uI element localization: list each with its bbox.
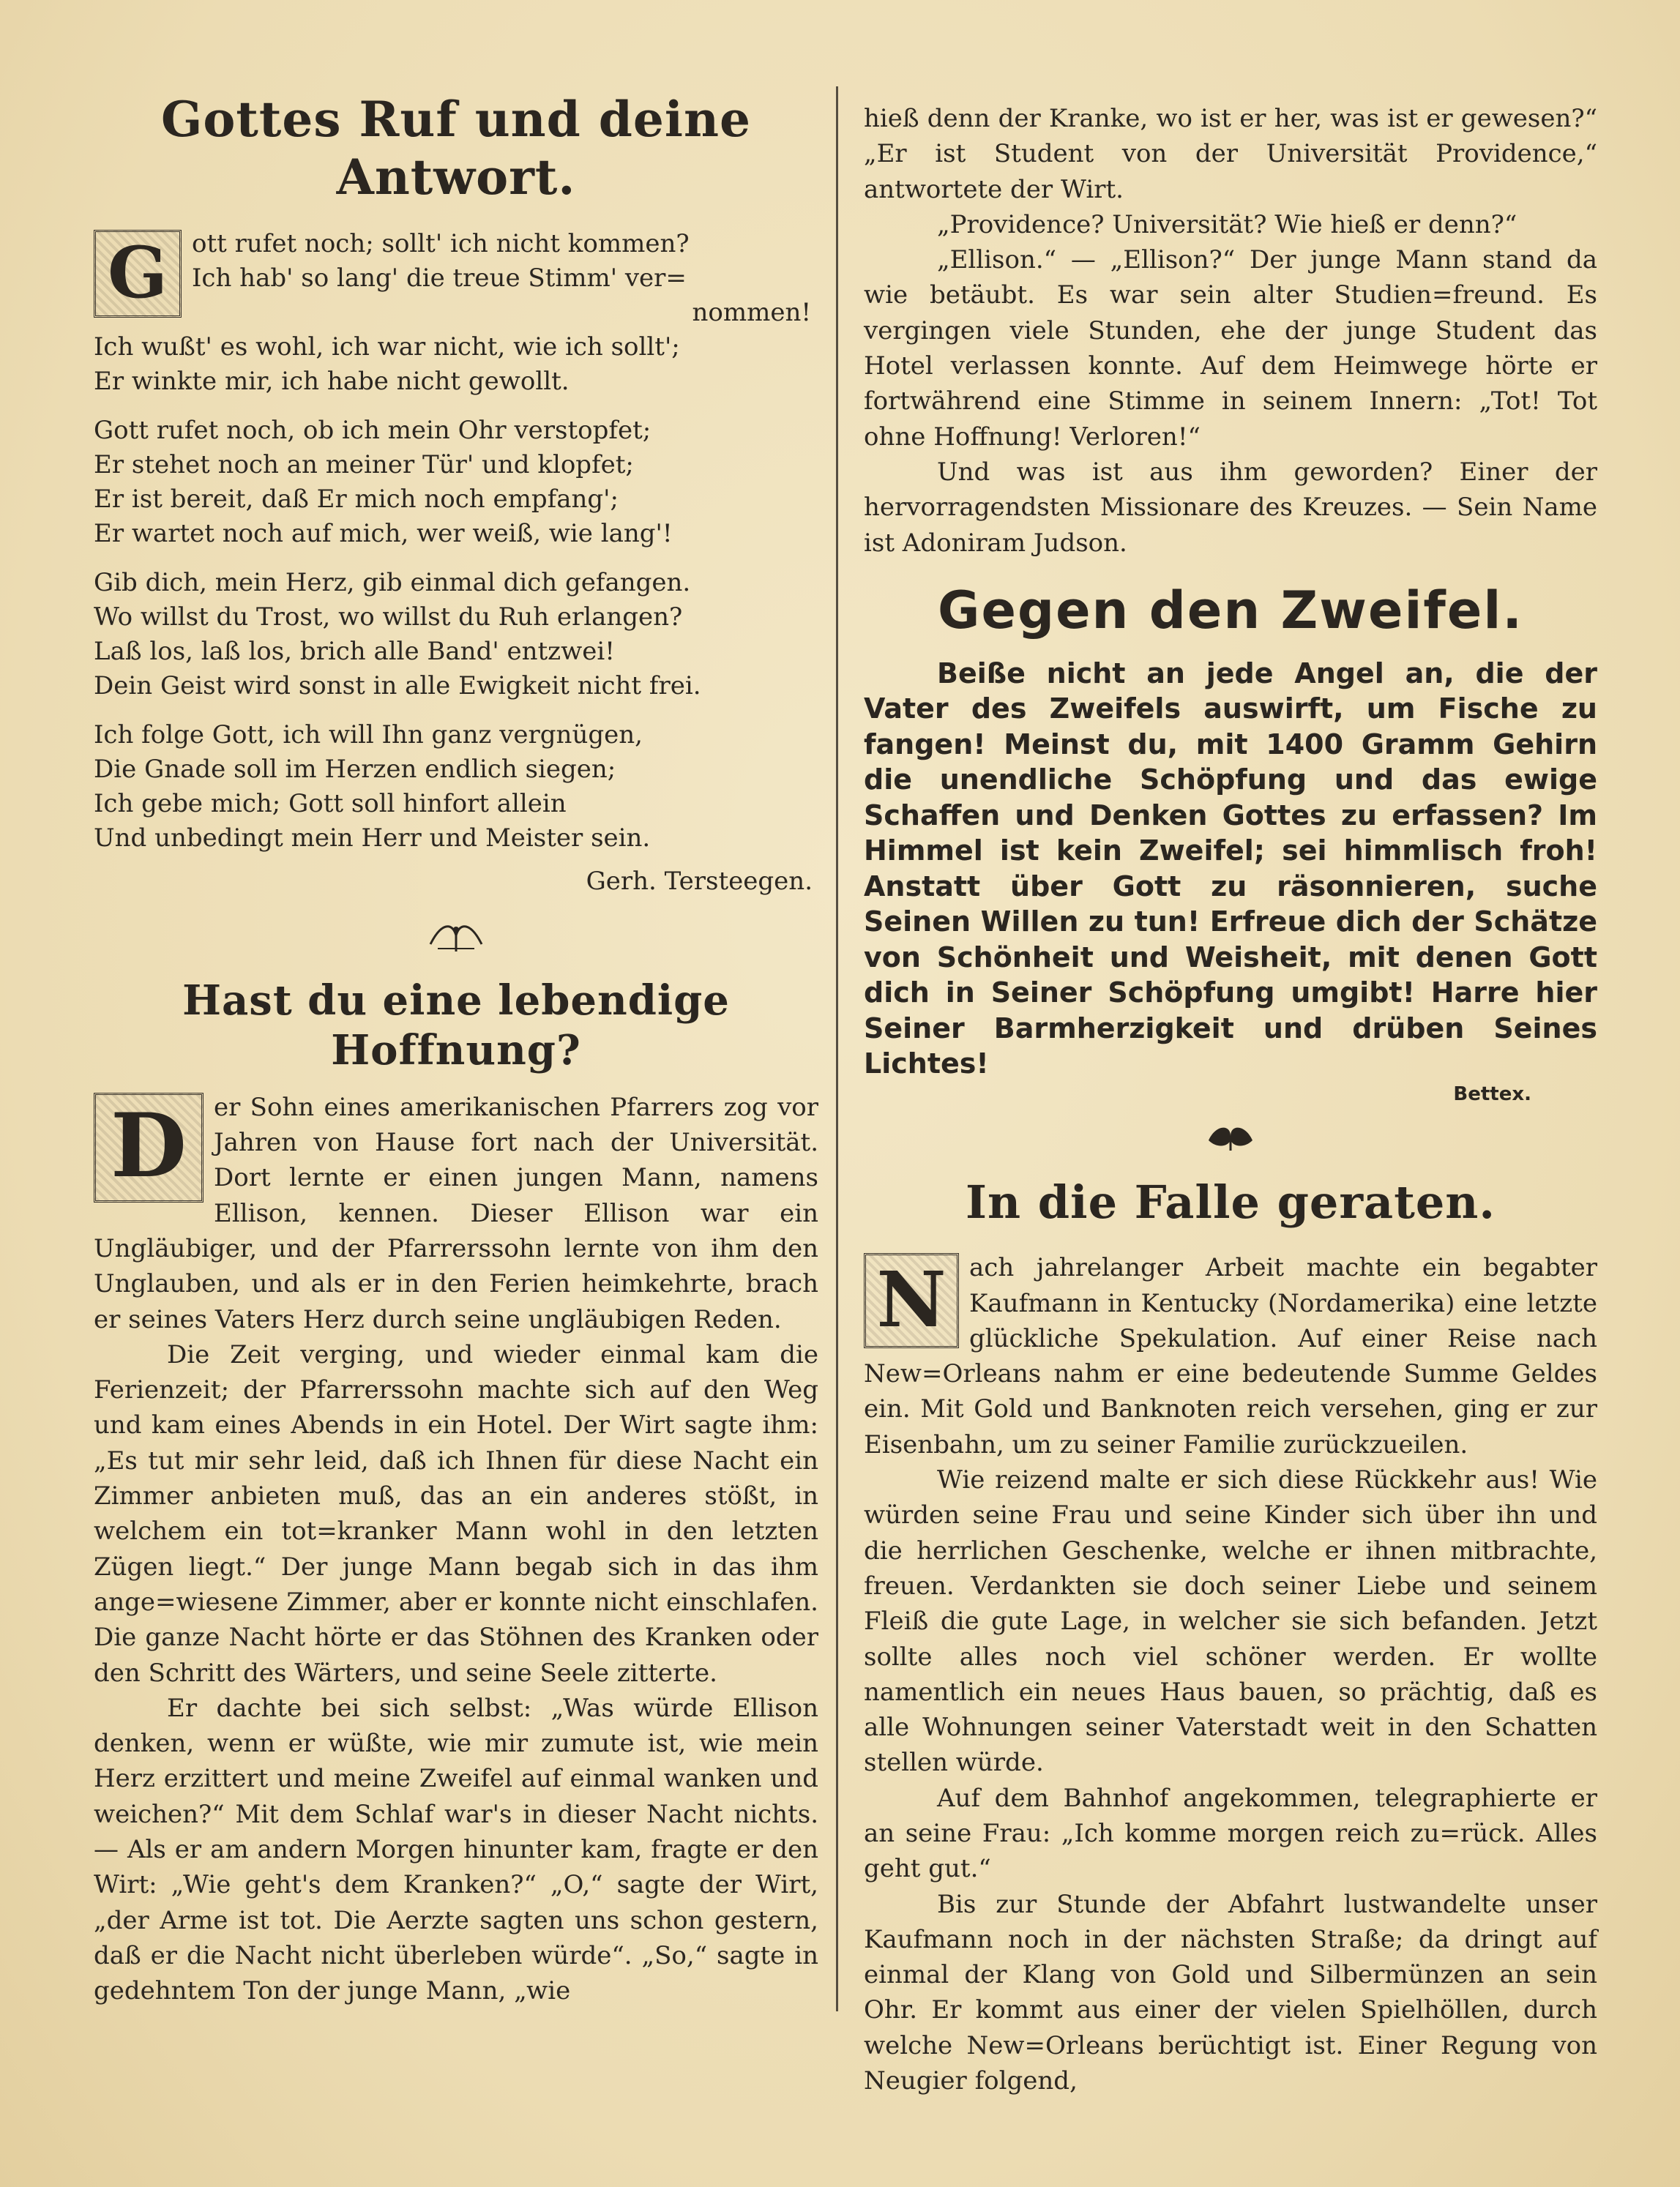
right-column <box>864 101 1597 2098</box>
poem-line: ott rufet noch; sollt' ich nicht kommen? <box>192 229 690 259</box>
trap-title: In die Falle geraten. <box>966 1175 1496 1229</box>
poem-title: Gottes Ruf und deine Antwort. <box>161 91 751 206</box>
poem-line: Er winkte mir, ich habe nicht gewollt. <box>94 367 570 397</box>
flourish-ornament-icon <box>94 915 818 963</box>
poem <box>94 227 818 899</box>
paragraph: Die Zeit verging, und wieder einmal kam die Ferienzeit; der Pfarrerssohn machte sich auf den Weg und kam eines Abends in ein Hotel. Der Wirt sagte ihm: „Es tut mir sehr leid, daß ich Ihnen für diese Nacht ein Zimmer anbieten muß, das an ein anderes stößt, in welchem ein tot=kranker Mann wohl in den letzten Zügen liegt.“ Der junge Mann begab sich in das ihm ange=wiesene Zimmer, aber er konnte nicht einschlafen. Die ganze Nacht hörte er das Stöhnen des Kranken oder den Schritt des Wärters, und seine Seele zitterte. <box>94 1339 818 1688</box>
poem-line: Ich folge Gott, ich will Ihn ganz vergnügen, <box>94 720 643 750</box>
doubt-text: Beiße nicht an jede Angel an, die der Vater des Zweifels auswirft, um Fische zu fangen! Meinst du, mit 1400 Gramm Gehirn die unendliche Schöpfung und das ewige Schaffen und Denken Gottes zu erfassen? Im Himmel ist kein Zweifel; sei himmlisch froh! Anstatt über Gott zu räsonnieren, suche Seinen Willen zu tun! Erfreue dich der Schätze von Schönheit und Weisheit, mit denen Gott dich in Seiner Schöpfung umgibt! Harre hier Seiner Barmherzigkeit und drüben Seines Lichtes! <box>864 657 1597 1080</box>
poem-line: Laß los, laß los, brich alle Band' entzwei! <box>94 637 615 667</box>
story-body <box>94 1090 818 2009</box>
trap-dropcap: N <box>864 1253 959 1348</box>
paragraph: hieß denn der Kranke, wo ist er her, was ist er gewesen?“ „Er ist Student von der Universität Providence,“ antwortete der Wirt. <box>864 104 1597 204</box>
paragraph: „Ellison.“ — „Ellison?“ Der junge Mann stand da wie betäubt. Es war sein alter Studien=freund. Es vergingen viele Stunden, ehe der junge Student das Hotel verlassen konnte. Auf dem Heimwege hörte er fortwährend eine Stimme in seinem Innern: „Tot! Tot ohne Hoffnung! Verloren!“ <box>864 245 1597 452</box>
poem-line: Ich hab' so lang' die treue Stimm' ver= <box>192 263 687 294</box>
poem-line: Gott rufet noch, ob ich mein Ohr verstopfet; <box>94 416 652 446</box>
doubt-title: Gegen den Zweifel. <box>938 580 1523 640</box>
poem-author: Gerh. Tersteegen. <box>586 867 813 897</box>
poem-line: Und unbedingt mein Herr und Meister sein. <box>94 823 651 853</box>
paragraph: Und was ist aus ihm geworden? Einer der hervorragendsten Missionare des Kreuzes. — Sein Name ist Adoniram Judson. <box>864 457 1597 558</box>
poem-line: Ich gebe mich; Gott soll hinfort allein <box>94 789 567 819</box>
poem-line: Er ist bereit, daß Er mich noch empfang'; <box>94 485 619 515</box>
poem-line: Wo willst du Trost, wo willst du Ruh erlangen? <box>94 602 683 632</box>
paragraph-text: ach jahrelanger Arbeit machte ein begabter Kaufmann in Kentucky (Nordamerika) eine letzte glückliche Spekulation. Auf einer Reise nach New=Orleans nahm er eine bedeutende Summe Geldes ein. Mit Gold und Banknoten reich versehen, ging er zur Eisenbahn, um zu seiner Familie zurückzueilen. <box>864 1253 1597 1459</box>
story-continuation <box>864 101 1597 561</box>
poem-line: Gib dich, mein Herz, gib einmal dich gefangen. <box>94 568 691 598</box>
poem-stanza-4 <box>94 718 818 856</box>
story-title: Hast du eine lebendige Hoffnung? <box>182 976 730 1074</box>
paragraph <box>94 1090 818 1337</box>
paragraph: Auf dem Bahnhof angekommen, telegraphierte er an seine Frau: „Ich komme morgen reich zu=rück. Alles geht gut.“ <box>864 1783 1597 1884</box>
paragraph: Wie reizend malte er sich diese Rückkehr aus! Wie würden seine Frau und seine Kinder sich über ihn und die herrlichen Geschenke, welche er ihnen mitbrachte, freuen. Verdankten sie doch seiner Liebe und seinem Fleiß die gute Lage, in welcher sie sich befanden. Jetzt sollte alles noch viel schöner werden. Er wollte namentlich ein neues Haus bauen, so prächtig, daß es alle Wohnungen seiner Vaterstadt weit in den Schatten stellen würde. <box>864 1465 1597 1778</box>
poem-dropcap: G <box>94 230 182 318</box>
left-column <box>94 81 818 2008</box>
paragraph-text: er Sohn eines amerikanischen Pfarrers zog vor Jahren von Hause fort nach der Universität. Dort lernte er einen jungen Mann, namens Ellison, kennen. Dieser Ellison war ein Ungläubiger, und der Pfarrerssohn lernte von ihm den Unglauben, und als er in den Ferien heimkehrte, brach er seines Vaters Herz durch seine ungläubigen Reden. <box>94 1092 818 1334</box>
poem-stanza-3 <box>94 566 818 703</box>
poem-stanza-2 <box>94 414 818 551</box>
poem-line: Die Gnade soll im Herzen endlich siegen; <box>94 755 616 785</box>
poem-line: Dein Geist wird sonst in alle Ewigkeit nicht frei. <box>94 671 701 701</box>
paragraph: Er dachte bei sich selbst: „Was würde Ellison denken, wenn er wüßte, wie mir zumute ist, wie mein Herz erzittert und meine Zweifel auf einmal wanken und weichen?“ Mit dem Schlaf war's in dieser Nacht nichts. — Als er am andern Morgen hinunter kam, fragte er den Wirt: „Wie geht's dem Kranken?“ „O,“ sagte der Wirt, „der Arme ist tot. Die Aerzte sagten uns schon gestern, daß er die Nacht nicht überleben würde“. „So,“ sagte in gedehntem Ton der junge Mann, „wie <box>94 1693 818 2006</box>
trap-body <box>864 1250 1597 2098</box>
paragraph: „Providence? Universität? Wie hieß er denn?“ <box>937 209 1517 239</box>
paragraph: Bis zur Stunde der Abfahrt lustwandelte unser Kaufmann noch in der nächsten Straße; da dringt auf einmal der Klang von Gold und Silbermünzen an sein Ohr. Er kommt aus einer der vielen Spielhöllen, durch welche New=Orleans berüchtigt ist. Einer Regung von Neugier folgend, <box>864 1889 1597 2096</box>
poem-line: nommen! <box>692 298 811 328</box>
poem-line: Er wartet noch auf mich, wer weiß, wie lang'! <box>94 519 673 549</box>
story-dropcap: D <box>94 1093 204 1203</box>
poem-line: Er stehet noch an meiner Tür' und klopfet; <box>94 450 634 480</box>
poem-stanza-1 <box>94 227 818 399</box>
paragraph <box>864 1250 1597 1462</box>
poem-line: Ich wußt' es wohl, ich war nicht, wie ich sollt'; <box>94 332 680 362</box>
column-divider <box>836 86 838 2011</box>
leaf-ornament-icon <box>864 1118 1597 1161</box>
doubt-author: Bettex. <box>1453 1083 1531 1105</box>
